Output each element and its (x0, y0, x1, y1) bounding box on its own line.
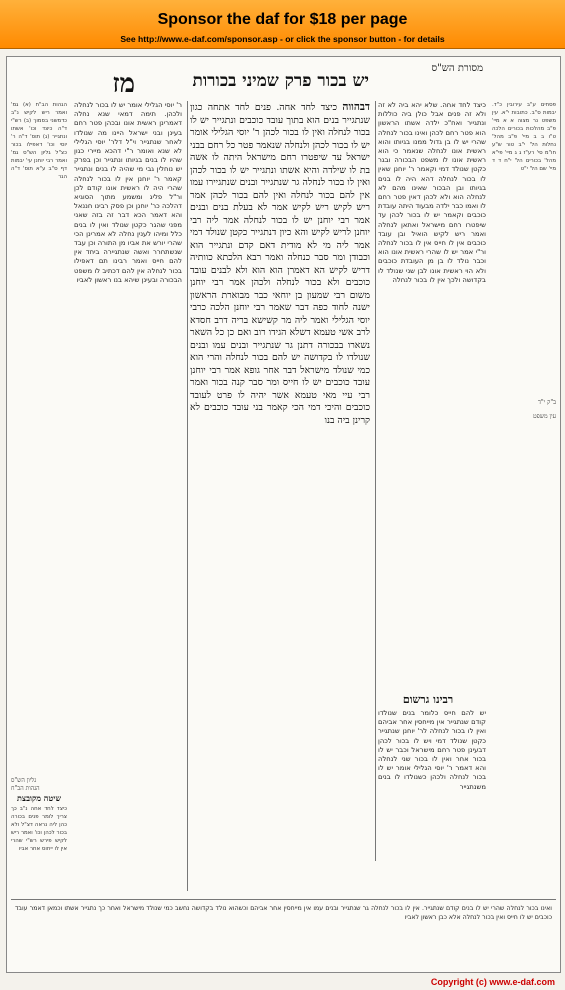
shita-mekubetzet-text: כיצד לחד אחה נ"ב כך צריך לומר פנים בכורה כהן ליה נראה דצ"ל ולא בכור לכהן וכו' ואמר ריש לקיש פירש רש"י שהרי אין לו ייחוס אחר אביו (11, 806, 67, 852)
rabbeinu-gershom-text: יש להם חייס כלומר בנים שנולדו קודם שנתגייר אין מייחסין אחר אביהם ואין לו בכור לנחלה לר' יוחנן שנתגייר כקטן שנולד דמי ויש לו בכור לכהן דבעינן פטר רחם מישראל וכבר יש לו בכור אחר ואין לו בכור שני לנחלה והא דאמר ר' יוסי הגלילי אומר יש לו בכור לנחלה ולכהן כשנולדו לו בנים משנתגייר (378, 709, 486, 791)
shita-mekubetzet-heading: שיטה מקובצת (17, 793, 61, 803)
tosafot-column (74, 101, 182, 881)
rashi-text: כיצד לחד אחה. שלא יהא ביה לא זה ולא זה פנים אבל כולן ביה כוללות ונתגייר ואח"כ ילדה אשתו הראשון הוא פטר רחם לכהן ואינו בכור לנחלה שהרי יש לו בן גדול ממנו בגיותו והוא ראשית אונו לנחלה שנאמר כי הוא ראשית אונו לו משפט הבכורה ובגר כקטן שנולד דמי וקאמר ר' יוחנן שאין לו בכור לנחלה דהא היה לו בנים בגיותו ובן הבכור שאינו מהם לא לנחלה הוא ולא לכהן דאין פטר רחם לו ואמו כבר ילדה מבעוד היתה עובדת כוכבים וקאמר יש לו בכור לכהן עד שיפטרו רחם מישראל ואתאן לנחלה ואמר ריש לקיש הואיל ובן עובד כוכבים אין לו חייס אין לו בכור לנחלה ור"י אמר יש לו שהרי ראשית אונו הוא וכבר נולד לו בן מן העובדת כוכבים ולא הוי ראשית אונו לבן שני שנולד לו בקדושה ולכך אין לו בכור לנחלה (378, 101, 486, 284)
header-chapter-title: יש בכור פרק שמיני בכורות (192, 71, 369, 91)
footer-notes (15, 905, 552, 955)
page-header (77, 61, 487, 97)
rashi-column (378, 101, 486, 681)
talmud-page (6, 56, 561, 973)
shita-mekubetzet-column (11, 805, 67, 895)
sponsor-banner-title[interactable]: Sponsor the daf for $18 per page (157, 11, 408, 28)
footer-notes-text: ואינו בכור לנחלה שהרי יש לו בנים קודם שנתגייר. אין לו בכור לנחלה גר שנתגייר ובנים עמו אין מייחסין אחר אביהם וכשהוא נולד בקדושה נחשב כמי שנולד מישראל ואחר כך נתגייר אשתו וכמאן דאמר עובד כוכבים יש לו חייס ואין בכור לנחלה אלא כבן ראשון לאביו (15, 905, 552, 921)
left-margin-text: הגהות הב"ח (א) גמ' ואמר ריש לקיש נ"ב כדמשני בסמוך (ב) רש"י ד"ה כיצד וכו' אשתו ונתגייר (ג) תוס' ד"ה ר' יוסי וכו' דאפילו בכור כצ"ל גליון הש"ס גמ' ואמר רבי יוחנן עי' יבמות דף ס"ב ע"א תוס' ד"ה הגר (11, 102, 67, 180)
right-side-mark: ב"ק י"ד (538, 399, 556, 406)
left-margin-notes (11, 101, 67, 781)
rabbeinu-gershom-heading: רבינו גרשום (402, 693, 454, 706)
sponsor-banner[interactable] (0, 0, 565, 49)
header-folio-number: מז (112, 69, 135, 99)
sponsor-banner-subtitle[interactable]: See http://www.e-daf.com/sponsor.asp - or click the sponsor button - for details (120, 34, 445, 44)
tosafot-text: ר' יוסי הגלילי אומר יש לו בכור לנחלה ולכהן. תימה דמאי שנא נחלה דאמרינן ראשית אונו ובכהן פטר רחם בעינן ובני ישראל היינו מה שנולדו לאחר שנתגייר וי"ל דלר' יוסי הגלילי לא שנא ואומר ר"י דהכא מיירי כגון שהיו לו בנים בגיותו ונתגייר וכן בפרק יש נוחלין גבי מי שהיה לו בנים ונתגייר קאמר ר' יוחנן אין לו בכור לנחלה שהרי היה לו ראשית אונו קודם לכן ור"ל פליג ומשמע מתוך הסוגיא דהלכה כר' יוחנן וכן פסק רבינו חננאל והא דאמר הכא דבר זה בזה שאני מפני שהגר כקטן שנולד ואין לו בנים כלל ומיהו לענין נחלה לא אמרינן הכי שהרי יורש את אביו מן התורה וכן עבד שנשתחרר ואשה שנתגיירה ביחד אין להם חייס ואמר רבינו תם דאפילו בכור לנחלה אין להם דכתיב לו משפט הבכורה ובעינן שיהא בנו ראשון לאביו (74, 101, 182, 284)
gemara-column (190, 101, 370, 811)
rabbeinu-gershom-column (378, 709, 486, 859)
right-margin-text: פסחים ע"ב עירובין כ"ד. יבמות ס"ב. כתובות י"א. עין משפט נר מצוה א א מיי' פ"ב מהלכות בכורים הלכה ט"ו ב ב מיי' פ"ב מהל' נחלות הל' י"ב טור ש"ע חו"מ סי' רע"ז ג ג מיי' פי"א מהל' בכורים הל' י"ח ד ד מיי' שם הל' י"ט (492, 102, 556, 172)
copyright-link[interactable]: Copyright (c) www.e-daf.com (430, 977, 555, 987)
right-margin-notes (492, 101, 556, 391)
header-masoret-label: מסורת הש"ס (431, 63, 483, 74)
footer-divider (11, 899, 556, 900)
left-side-mark: גליון הש"ס (11, 777, 37, 784)
gemara-text: כיצד לחד אחה. פנים לחד אתחה כגון שנתגייר בנים הוא בתוך עובד כוכבים ונתגייר יש לו בכור לנחלה ואין לו בכור לכהן ר' יוסי הגלילי אומר יש לו בכור לכהן ולנחלה שנאמר פטר כל רחם בבני ישראל עד שיפטרו רחם מישראל היתה לו אשה בת לו שילדה והיא אשתו ונתגייר יש לו בכור לכהן ואין לו בכור לנחלה גר שנתגייר ובנים שנתגיירו עמו אין להם בכור לנחלה ואין להם בכור לכהן אמר ריש לקיש ריש לקיש אמר לא בעלת בנים ובנים אמר רבי יוחנן יש לו בכור לנחלה אמר ליה רבי יוחנן לריש לקיש והא כיון דנתגייר כקטן שנולד דמי אמר ליה מי לא מודית דאם קדם ונתגייר הוא וכבודן ומר סבר כנחלה ואמר רבא הלכתא כוותיה דריש לקיש הא דאמרן הוא הוא ולא לבנים עובד כוכבים ולא בכור לנחלה ולכהן אמר רבי יוחנן משום רבי שמעון בן יוחאי כבר מבוארת הראשון ישנה לחוד כפה דבר שאמר רבי יוחנן הלכה כרבי יוסי הגלילי ואמר ליה מר קשישא בריה דרב חסדא לרב אשי טעמא דשלא הגידו רוב ואם כן כל השאר נשארו בבכורה דתנן גר שנתגייר ובנים עמו ובנים שנולדו לו בקדושה יש להם בכור לנחלה והרי הוא כמי שנולד מישראל דבר אחר גופא אמר רבי יוחנן עובד כוכבים יש לו חייס ומר סבר קנה בכור ואמר רבי עיי מאי טעמא אשר יהיה לו פרט לעובד כוכבים והיכי דמי הכי קאמר בני עובד כוכבים לא קרינן ביה בנו (190, 102, 370, 426)
column-divider (375, 101, 376, 861)
column-divider (187, 101, 188, 891)
left-side-mark: הגהות הב"ח (11, 785, 40, 792)
right-side-mark: עין משפט (533, 413, 556, 420)
gemara-opening-word: דבהווה (342, 101, 370, 113)
